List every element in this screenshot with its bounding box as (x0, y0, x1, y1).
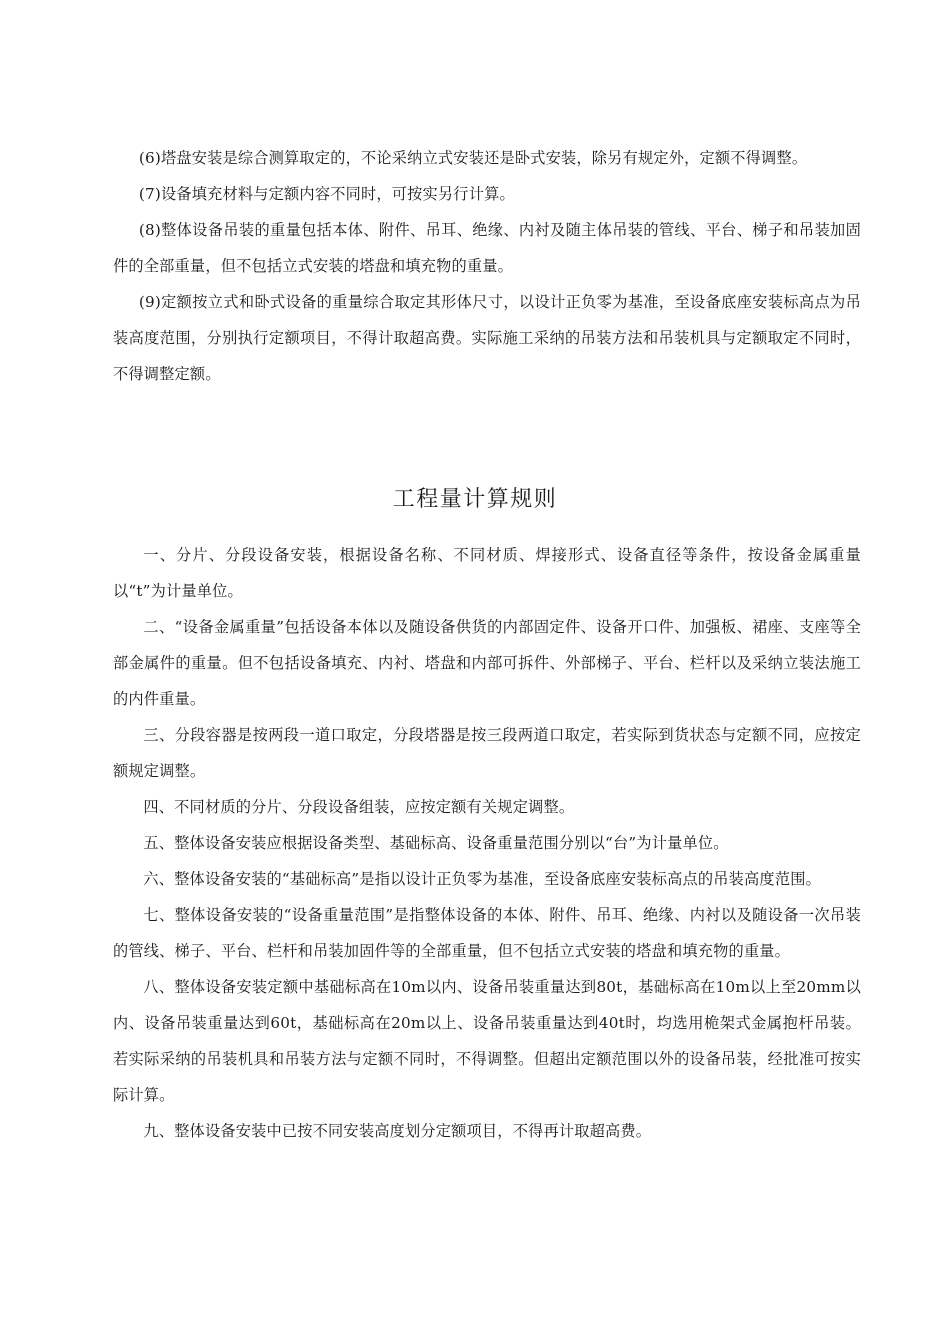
note-8: (8)整体设备吊装的重量包括本体、附件、吊耳、绝缘、内衬及随主体吊装的管线、平台、梯子和吊装加固件的全部重量，但不包括立式安装的塔盘和填充物的重量。 (113, 221, 861, 275)
rule-8: 八、整体设备安装定额中基础标高在10m以内、设备吊装重量达到80t，基础标高在10m以上至20mm以内、设备吊装重量达到60t，基础标高在20m以上、设备吊装重量达到40t时，均选用桅架式金属抱杆吊装。若实际采纳的吊装机具和吊装方法与定额不同时，不得调整。但超出定额范围以外的设备吊装，经批准可按实际计算。 (113, 978, 861, 1104)
section-title: 工程量计算规则 (392, 487, 558, 512)
rule-9: 九、整体设备安装中已按不同安装高度划分定额项目，不得再计取超高费。 (143, 1122, 652, 1140)
rule-6: 六、整体设备安装的“基础标高”是指以设计正负零为基准，至设备底座安装标高点的吊装高度范围。 (143, 870, 821, 888)
rule-5: 五、整体设备安装应根据设备类型、基础标高、设备重量范围分别以“台”为计量单位。 (143, 834, 729, 852)
rule-4: 四、不同材质的分片、分段设备组装，应按定额有关规定调整。 (143, 798, 575, 816)
notes-block (113, 140, 861, 392)
note-7: (7)设备填充材料与定额内容不同时，可按实另行计算。 (138, 185, 515, 203)
note-6: (6)塔盘安装是综合测算取定的，不论采纳立式安装还是卧式安装，除另有规定外，定额不得调整。 (138, 149, 808, 167)
rule-3: 三、分段容器是按两段一道口取定，分段塔器是按三段两道口取定，若实际到货状态与定额不同，应按定额规定调整。 (113, 726, 861, 780)
note-9: (9)定额按立式和卧式设备的重量综合取定其形体尺寸，以设计正负零为基准，至设备底座安装标高点为吊装高度范围，分别执行定额项目，不得计取超高费。实际施工采纳的吊装方法和吊装机具与定额取定不同时，不得调整定额。 (113, 293, 861, 383)
rule-2: 二、“设备金属重量”包括设备本体以及随设备供货的内部固定件、设备开口件、加强板、裙座、支座等全部金属件的重量。但不包括设备填充、内衬、塔盘和内部可拆件、外部梯子、平台、栏杆以及采纳立装法施工的内件重量。 (113, 618, 861, 708)
rule-1: 一、分片、分段设备安装，根据设备名称、不同材质、焊接形式、设备直径等条件，按设备金属重量以“t”为计量单位。 (113, 546, 861, 600)
rule-7: 七、整体设备安装的“设备重量范围”是指整体设备的本体、附件、吊耳、绝缘、内衬以及随设备一次吊装的管线、梯子、平台、栏杆和吊装加固件等的全部重量，但不包括立式安装的塔盘和填充物的重量。 (113, 906, 861, 960)
rules-block (113, 537, 861, 1149)
